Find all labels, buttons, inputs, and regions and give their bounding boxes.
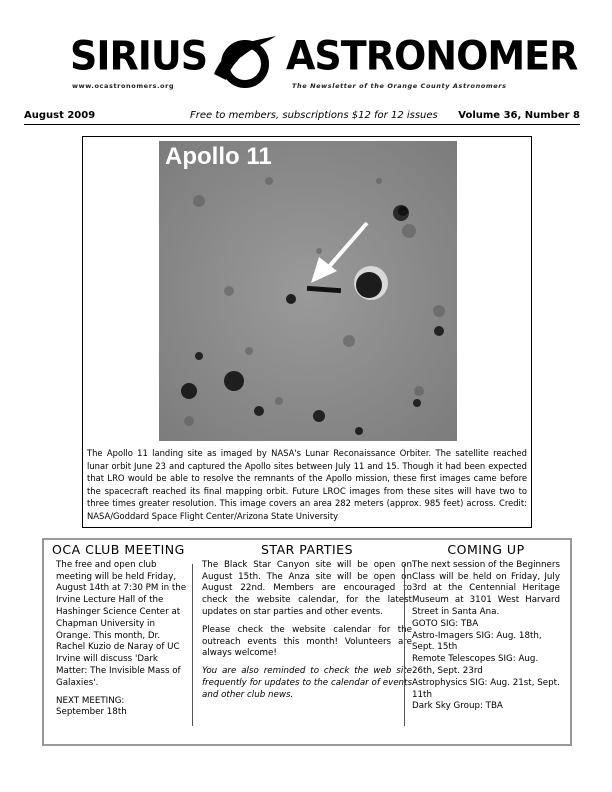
star-parties-paragraph-3: You are also reminded to check the web site frequently for updates to the calendar of events and other club news. — [202, 666, 412, 700]
lunar-surface-image — [159, 141, 457, 441]
sig-item: GOTO SIG: TBA — [412, 618, 479, 629]
star-parties-paragraph-2: Please check the website calendar for the outreach events this month! Volunteers are always welcome! — [202, 624, 412, 659]
column-divider — [192, 564, 193, 726]
issue-volume: Volume 36, Number 8 — [458, 110, 580, 121]
coming-up-column — [412, 544, 560, 713]
coming-up-intro: The next session of the Beginners Class will be held on Friday, July 3rd at the Centennial Heritage Museum at 3101 West Harvard Street in Santa Ana. — [412, 559, 560, 617]
events-box — [42, 538, 572, 746]
sig-item: Remote Telescopes SIG: Aug. 26th, Sept. 23rd — [412, 654, 539, 676]
oca-logo-icon — [206, 30, 284, 90]
sig-item: Dark Sky Group: TBA — [412, 701, 503, 712]
star-parties-heading: STAR PARTIES — [260, 542, 354, 557]
photo-title: Apollo 11 — [165, 143, 272, 170]
sig-item: Astro-Imagers SIG: Aug. 18th, Sept. 15th — [412, 630, 542, 653]
subscription-note: Free to members, subscriptions $12 for 12 issues — [190, 110, 438, 121]
club-meeting-heading: OCA CLUB MEETING — [52, 542, 185, 557]
issue-date: August 2009 — [24, 110, 96, 121]
header-rule — [24, 124, 580, 125]
masthead-title-right: ASTRONOMER — [286, 32, 578, 80]
masthead-tagline: The Newsletter of the Orange County Astronomers — [292, 82, 507, 90]
sig-item: Astrophysics SIG: Aug. 21st, Sept. 11th — [412, 677, 560, 700]
masthead — [70, 30, 578, 96]
next-meeting-label: NEXT MEETING: — [56, 695, 125, 706]
photo-caption: The Apollo 11 landing site as imaged by NASA's Lunar Reconaissance Orbiter. The satellite reached lunar orbit June 23 and captured the Apollo sites between July 11 and 15. Though it had been expected that LRO would be able to resolve the remnants of the Apollo mission, these first images came before the spacecraft reached its final mapping orbit. Future LROC images from these sites will have two to three times greater resolution. This image covers an area 282 meters (approx. 985 feet) across. Credit: NASA/Goddard Space Flight Center/Arizona State University — [87, 448, 527, 521]
club-meeting-body: The free and open club meeting will be held Friday, August 14th at 7:30 PM in the Irvine Lecture Hall of the Hashinger Science Center at Chapman University in Orange. This month, Dr. Rachel Kuzio de Naray of UC Irvine will discuss 'Dark Matter: The Invisible Mass of Galaxies'. — [56, 559, 187, 688]
club-meeting-column — [52, 544, 188, 719]
next-meeting-date: September 18th — [56, 707, 127, 718]
star-parties-column — [202, 544, 412, 708]
column-divider — [404, 564, 405, 726]
feature-panel — [82, 136, 532, 528]
star-parties-paragraph-1: The Black Star Canyon site will be open on August 15th. The Anza site will be open on August 22nd. Members are encouraged to check the website calendar, for the latest updates on star parties and other events. — [202, 559, 412, 617]
masthead-title-left: SIRIUS — [70, 32, 208, 80]
issue-info-bar — [24, 110, 580, 124]
lunar-surface-photo — [159, 141, 457, 441]
masthead-website: www.ocastronomers.org — [72, 82, 175, 90]
coming-up-heading: COMING UP — [447, 542, 525, 557]
